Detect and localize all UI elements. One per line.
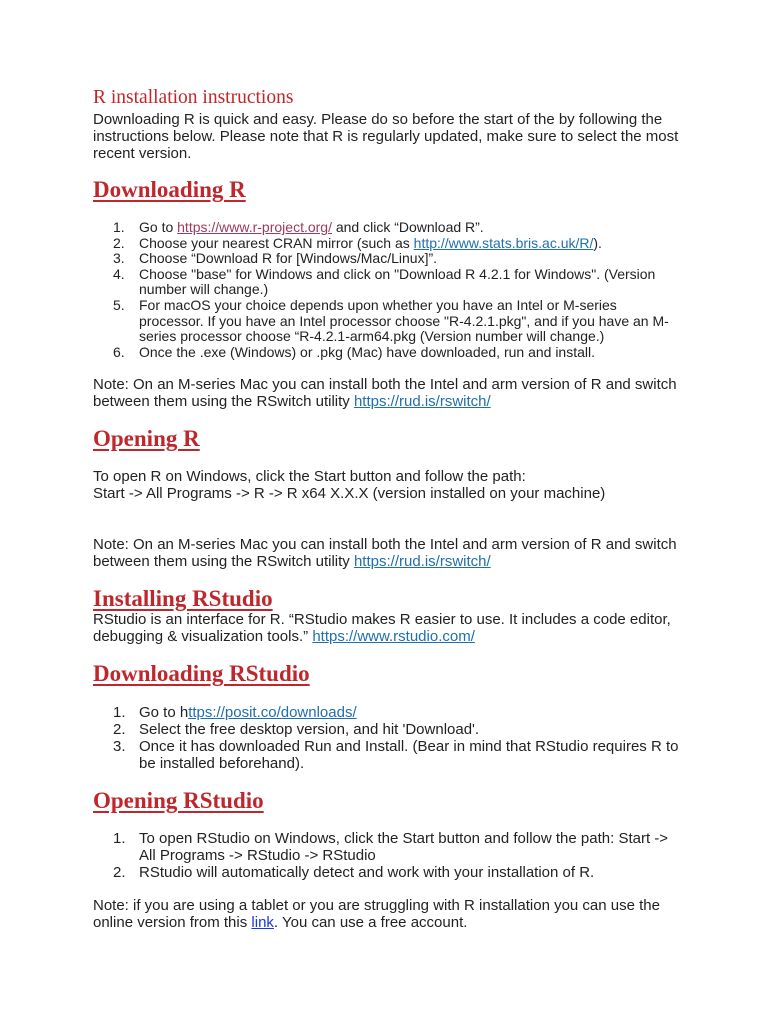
- downloading-rstudio-list: [93, 704, 683, 772]
- rstudio-link[interactable]: https://www.rstudio.com/: [312, 628, 475, 645]
- cran-mirror-link[interactable]: http://www.stats.bris.ac.uk/R/: [413, 234, 594, 251]
- list-item: 3. Choose “Download R for [Windows/Mac/Linux]”.: [113, 250, 438, 267]
- downloading-r-list: [93, 220, 683, 360]
- opening-r-path: Start -> All Programs -> R -> R x64 X.X.X (version installed on your machine): [93, 485, 606, 502]
- heading-downloading-rstudio: Downloading RStudio: [93, 661, 310, 686]
- heading-downloading-r: Downloading R: [93, 177, 246, 202]
- list-item: 2. RStudio will automatically detect and work with your installation of R.: [113, 864, 595, 881]
- heading-opening-rstudio: Opening RStudio: [93, 788, 264, 813]
- posit-downloads-link[interactable]: ttps://posit.co/downloads/: [188, 704, 357, 721]
- rswitch-note-2: Note: On an M-series Mac you can install both the Intel and arm version of R and switch between them using the RSwitch utility https://rud.is/rswitch/: [93, 536, 677, 570]
- heading-opening-r: Opening R: [93, 426, 200, 451]
- list-item: 1. To open RStudio on Windows, click the Start button and follow the path: Start -> All Programs -> RStudio -> RStudio: [113, 830, 669, 864]
- list-item: 5. For macOS your choice depends upon whether you have an Intel or M-series processor. If you have an Intel processor choose "R-4.2.1.pkg", and if you have an M-series processor choose “R-4.2.1-arm64.pkg (Version number will change.): [113, 296, 669, 345]
- rswitch-link-2[interactable]: https://rud.is/rswitch/: [353, 553, 491, 570]
- list-item: 4. Choose "base" for Windows and click on "Download R 4.2.1 for Windows". (Version number will change.): [113, 265, 656, 298]
- rswitch-link[interactable]: https://rud.is/rswitch/: [353, 393, 491, 410]
- list-item: 1. Go to https://www.r-project.org/ and click “Download R”.: [113, 219, 484, 235]
- opening-r-line-1: To open R on Windows, click the Start button and follow the path:: [93, 468, 526, 485]
- r-project-link[interactable]: https://www.r-project.org/: [177, 219, 332, 235]
- list-item: 6. Once the .exe (Windows) or .pkg (Mac) have downloaded, run and install.: [113, 343, 596, 360]
- opening-rstudio-list: [93, 830, 683, 881]
- tablet-note: Note: if you are using a tablet or you are struggling with R installation you can use the online version from this link. You can use a free account.: [93, 897, 660, 931]
- rswitch-note: Note: On an M-series Mac you can install both the Intel and arm version of R and switch between them using the RSwitch utility https://rud.is/rswitch/: [93, 376, 677, 410]
- list-item: 3. Once it has downloaded Run and Install. (Bear in mind that RStudio requires R to be installed beforehand).: [113, 738, 679, 772]
- online-version-link[interactable]: link: [251, 914, 274, 931]
- heading-installing-rstudio: Installing RStudio: [93, 586, 273, 611]
- list-item: 1. Go to https://posit.co/downloads/: [113, 704, 357, 721]
- rstudio-description: RStudio is an interface for R. “RStudio makes R easier to use. It includes a code editor, debugging & visualization tools.” https://www.rstudio.com/: [93, 611, 671, 645]
- list-item: 2. Choose your nearest CRAN mirror (such as http://www.stats.bris.ac.uk/R/).: [113, 234, 602, 251]
- document-title: R installation instructions: [93, 87, 294, 108]
- intro-paragraph: Downloading R is quick and easy. Please do so before the start of the by following the instructions below. Please note that R is regularly updated, make sure to select the most recent version.: [93, 111, 679, 162]
- list-item: 2. Select the free desktop version, and hit 'Download'.: [113, 721, 480, 738]
